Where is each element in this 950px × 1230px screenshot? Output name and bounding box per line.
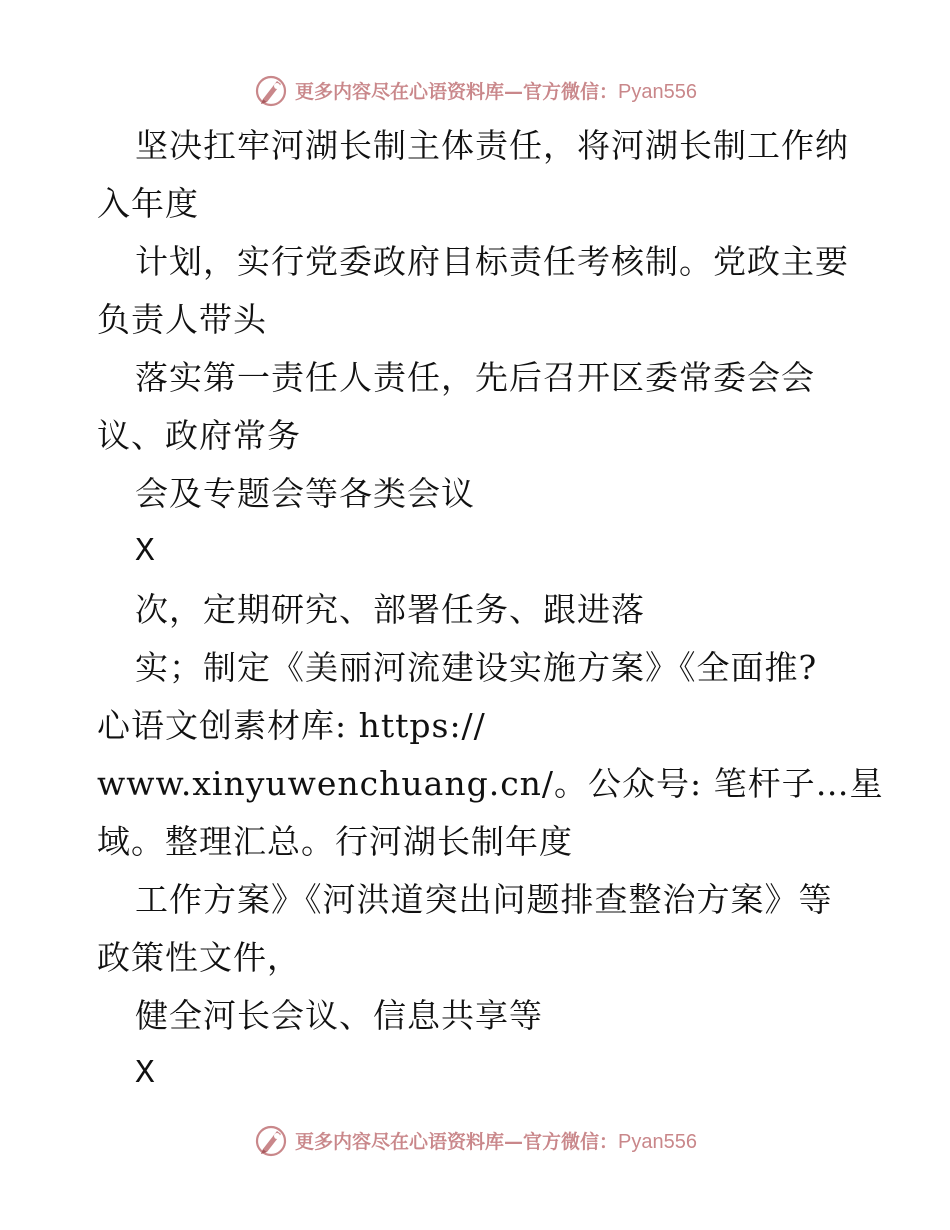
body-line: 心语文创素材库: https:// [97,706,486,745]
body-line: 健全河长会议、信息共享等 [135,996,543,1035]
pen-logo-icon [253,1122,289,1158]
body-line: 会及专题会等各类会议 [135,474,475,513]
body-line: 政策性文件， [97,938,301,977]
body-line: 实；制定《美丽河流建设实施方案》《全面推? [135,648,818,687]
body-line: 负责人带头 [97,300,267,339]
footer-watermark [0,1120,950,1160]
body-line: 议、政府常务 [97,416,301,455]
body-line: X [135,1055,156,1092]
body-line: 工作方案》《河洪道突出问题排查整治方案》等 [135,880,833,919]
header-watermark [0,70,950,110]
body-line: 坚决扛牢河湖长制主体责任，将河湖长制工作纳 [135,126,849,165]
footer-text: 更多内容尽在心语资料库—官方微信：Pyan556 [295,1130,697,1153]
body-line: 域。整理汇总。行河湖长制年度 [97,822,573,861]
body-line: 计划，实行党委政府目标责任考核制。党政主要 [135,242,849,281]
body-line: www.xinyuwenchuang.cn/。公众号: 笔杆子…星 [97,764,884,803]
header-text: 更多内容尽在心语资料库—官方微信：Pyan556 [295,80,697,103]
pen-logo-icon [253,72,289,108]
body-line: X [135,533,156,570]
body-line: 入年度 [97,184,199,223]
body-line: 次，定期研究、部署任务、跟进落 [135,590,645,629]
body-line: 落实第一责任人责任，先后召开区委常委会会 [135,358,815,397]
